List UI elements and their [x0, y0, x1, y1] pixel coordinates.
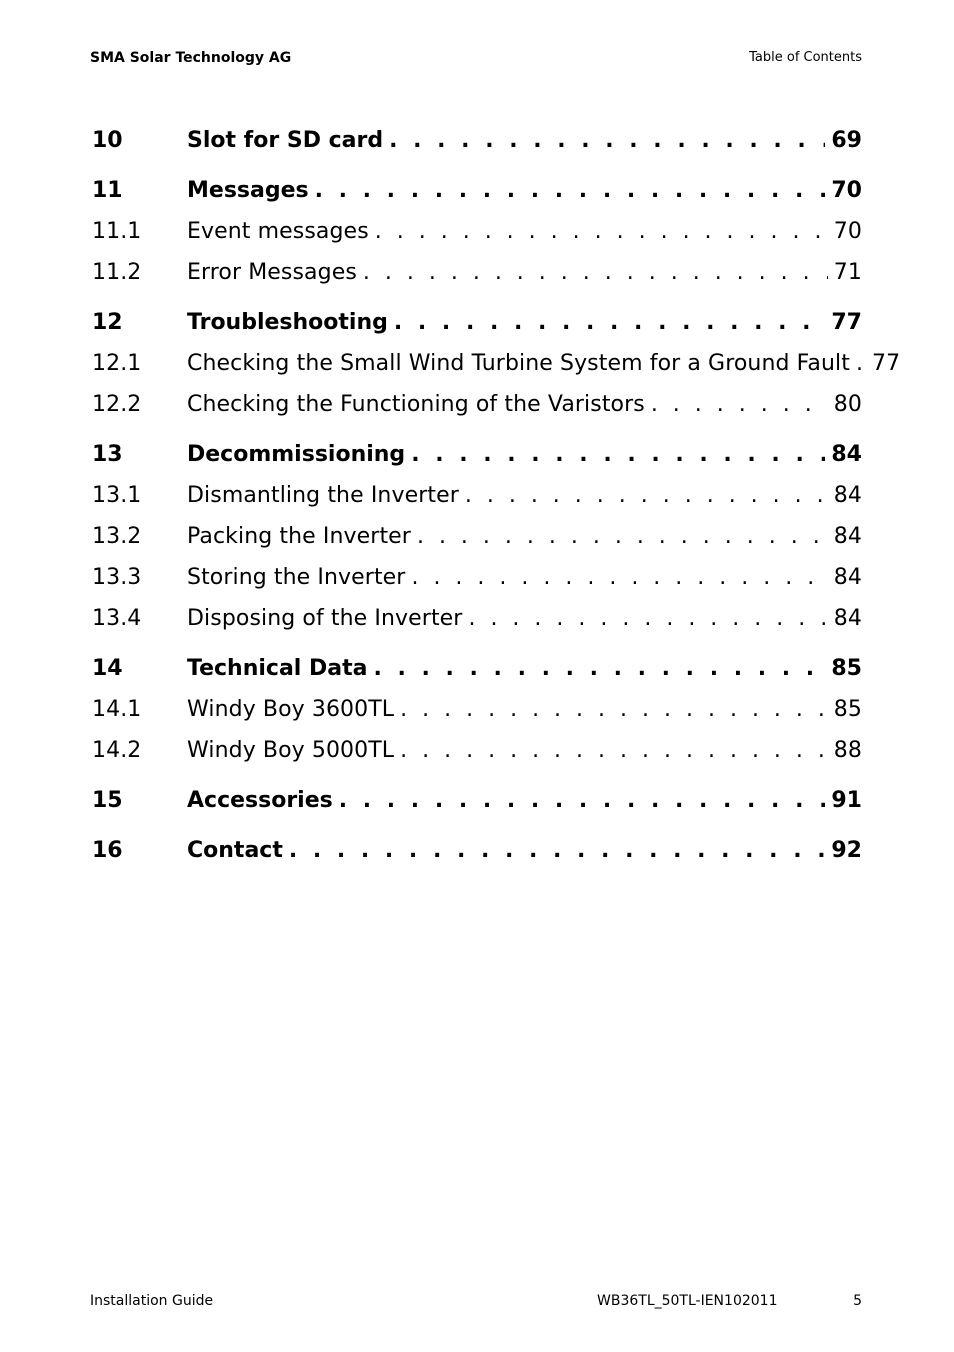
toc-entry[interactable] — [92, 780, 862, 821]
toc-entry-number: 14 — [92, 656, 123, 681]
table-of-contents — [92, 120, 901, 871]
toc-entry-title: Storing the Inverter — [187, 565, 406, 590]
toc-entry-page: 91 — [831, 788, 862, 813]
toc-dot-leader — [375, 211, 828, 252]
toc-entry-title: Checking the Small Wind Turbine System for a Ground Fault — [187, 351, 850, 376]
toc-entry-number: 14.2 — [92, 738, 142, 763]
toc-entry-title: Event messages — [187, 219, 369, 244]
toc-entry[interactable] — [92, 120, 862, 161]
toc-dot-leader — [339, 780, 826, 821]
toc-entry[interactable] — [92, 730, 862, 771]
toc-entry-number: 12.2 — [92, 392, 142, 417]
toc-entry[interactable] — [92, 211, 862, 252]
toc-entry[interactable] — [92, 516, 862, 557]
toc-entry-title: Slot for SD card — [187, 128, 384, 153]
toc-entry-title: Packing the Inverter — [187, 524, 411, 549]
toc-dot-leader — [651, 384, 828, 425]
toc-dot-leader — [468, 598, 827, 639]
toc-entry-page: 84 — [833, 606, 862, 631]
toc-entry-number: 14.1 — [92, 697, 142, 722]
toc-entry-number: 13.2 — [92, 524, 142, 549]
toc-entry-page: 71 — [833, 260, 862, 285]
toc-entry[interactable] — [92, 648, 862, 689]
toc-entry-title: Windy Boy 3600TL — [187, 697, 395, 722]
footer-page-number: 5 — [853, 1293, 862, 1309]
toc-dot-leader — [465, 475, 828, 516]
toc-entry-title: Checking the Functioning of the Varistors — [187, 392, 645, 417]
toc-entry[interactable] — [92, 557, 862, 598]
toc-entry-title: Messages — [187, 178, 309, 203]
toc-entry-title: Technical Data — [187, 656, 368, 681]
header-company: SMA Solar Technology AG — [90, 50, 292, 66]
toc-entry[interactable] — [92, 252, 862, 293]
toc-entry[interactable] — [92, 689, 862, 730]
toc-dot-leader — [315, 170, 826, 211]
toc-entry-page: 92 — [831, 838, 862, 863]
toc-entry-page: 80 — [833, 392, 862, 417]
toc-entry-number: 11.1 — [92, 219, 142, 244]
toc-entry-page: 70 — [831, 178, 862, 203]
toc-entry-page: 85 — [831, 656, 862, 681]
toc-entry-number: 12.1 — [92, 351, 142, 376]
toc-dot-leader — [363, 252, 828, 293]
toc-entry-title: Decommissioning — [187, 442, 406, 467]
toc-dot-leader — [400, 689, 828, 730]
toc-entry-title: Error Messages — [187, 260, 357, 285]
toc-entry-page: 69 — [831, 128, 862, 153]
footer-doc-code: WB36TL_50TL-IEN102011 — [597, 1293, 778, 1309]
toc-dot-leader — [373, 648, 825, 689]
toc-entry-number: 13.1 — [92, 483, 142, 508]
toc-entry-page: 77 — [871, 351, 901, 376]
toc-entry-number: 15 — [92, 788, 123, 813]
toc-entry-page: 77 — [831, 310, 862, 335]
toc-entry-title: Accessories — [187, 788, 333, 813]
toc-entry[interactable] — [92, 830, 862, 871]
toc-entry-page: 85 — [833, 697, 862, 722]
toc-entry-page: 84 — [833, 565, 862, 590]
toc-dot-leader — [411, 557, 827, 598]
toc-entry-page: 84 — [831, 442, 862, 467]
toc-entry-number: 10 — [92, 128, 123, 153]
toc-entry[interactable] — [92, 434, 862, 475]
toc-entry-number: 12 — [92, 310, 123, 335]
toc-dot-leader — [394, 302, 825, 343]
toc-dot-leader — [856, 343, 866, 384]
toc-entry-number: 11.2 — [92, 260, 142, 285]
header-section-title: Table of Contents — [749, 50, 862, 65]
toc-entry-title: Troubleshooting — [187, 310, 388, 335]
toc-entry-number: 13.4 — [92, 606, 142, 631]
toc-entry-number: 13 — [92, 442, 123, 467]
toc-entry-page: 84 — [833, 483, 862, 508]
toc-entry[interactable] — [92, 475, 862, 516]
toc-dot-leader — [417, 516, 828, 557]
toc-dot-leader — [289, 830, 826, 871]
toc-entry[interactable] — [92, 598, 862, 639]
toc-entry-page: 84 — [833, 524, 862, 549]
toc-dot-leader — [389, 120, 825, 161]
toc-entry[interactable] — [92, 384, 862, 425]
toc-dot-leader — [400, 730, 828, 771]
toc-entry[interactable] — [92, 302, 862, 343]
toc-entry-title: Dismantling the Inverter — [187, 483, 459, 508]
toc-entry-number: 13.3 — [92, 565, 142, 590]
toc-dot-leader — [411, 434, 825, 475]
toc-entry-title: Contact — [187, 838, 283, 863]
footer-doc-type: Installation Guide — [90, 1293, 214, 1309]
toc-entry-number: 11 — [92, 178, 123, 203]
toc-entry-page: 88 — [833, 738, 862, 763]
toc-entry[interactable] — [92, 170, 862, 211]
toc-entry-page: 70 — [833, 219, 862, 244]
toc-entry-title: Windy Boy 5000TL — [187, 738, 395, 763]
toc-entry-title: Disposing of the Inverter — [187, 606, 463, 631]
toc-entry[interactable] — [92, 343, 901, 384]
toc-entry-number: 16 — [92, 838, 123, 863]
